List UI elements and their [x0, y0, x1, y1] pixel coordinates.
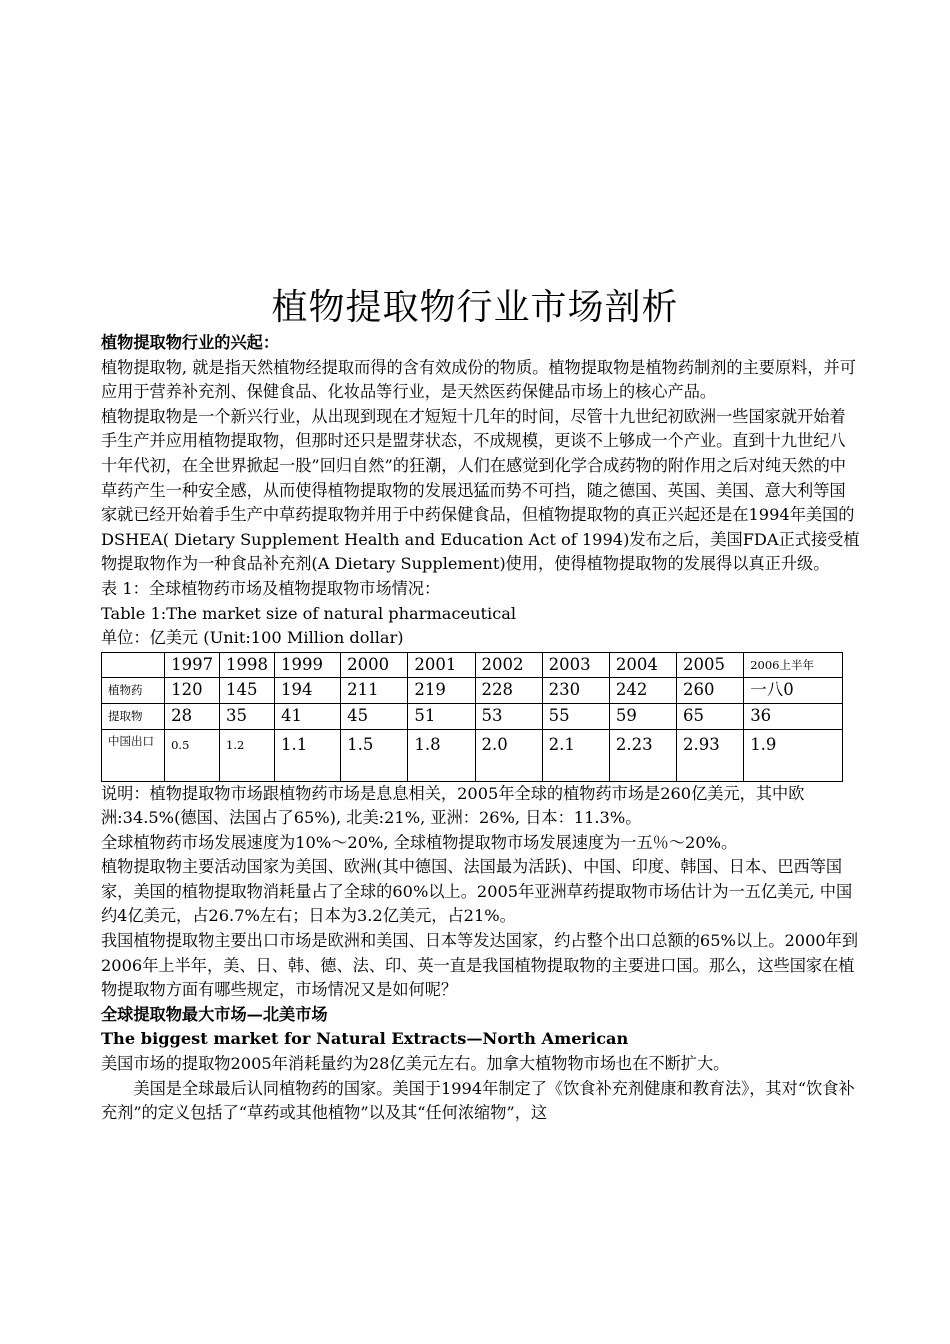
- table-cell: 53: [475, 703, 542, 729]
- paragraph-history: 植物提取物是一个新兴行业，从出现到现在才短短十几年的时间，尽管十九世纪初欧洲一些国家就开始着手生产并应用植物提取物，但那时还只是盟芽状态，不成规模，更谈不上够成一个产业。直到十九世纪八十年代初，在全世界掀起一股”回归自然”的狂潮，人们在感觉到化学合成药物的附作用之后对纯天然的中草药产生一种安全感，从而使得植物提取物的发展迅猛而势不可挡，随之德国、英国、美国、意大利等国家就已经开始着手生产中草药提取物并用于中药保健食品，但植物提取物的真正兴起还是在1994年美国的DSHEA( Dietary Supplement Health and Education Act of 1994)发布之后，美国FDA正式接受植物提取物作为一种食品补充剂(A Dietary Supplement)使用，使得植物提取物的发展得以真正升级。: [101, 406, 860, 574]
- table-header-cell: 1999: [275, 652, 341, 678]
- table-row: [102, 678, 843, 704]
- table-header-cell: 2005: [677, 652, 744, 678]
- table-cell: 51: [408, 703, 475, 729]
- table-header-cell: 2002: [475, 652, 542, 678]
- table-header-row: [102, 652, 843, 678]
- table-row-label: 中国出口: [102, 729, 165, 781]
- table-header-cell: 1997: [165, 652, 220, 678]
- market-table: [101, 652, 843, 782]
- table-cell: 2.0: [475, 729, 542, 781]
- table-cell: 35: [220, 703, 275, 729]
- table-header-cell: 2003: [542, 652, 609, 678]
- table-cell: 2.1: [542, 729, 609, 781]
- paragraph-us-consumption: 美国市场的提取物2005年消耗量约为28亿美元左右。加拿大植物物市场也在不断扩大。: [101, 1054, 730, 1074]
- table-header-cell: 1998: [220, 652, 275, 678]
- table-header-cell: 2000: [341, 652, 408, 678]
- table-cell: 1.8: [408, 729, 475, 781]
- table-cell: 0.5: [165, 729, 220, 781]
- table-row: [102, 729, 843, 781]
- table-header-cell: 2004: [609, 652, 676, 678]
- note-growth-rate: 全球植物药市场发展速度为10%～20%, 全球植物提取物市场发展速度为一五％～20%。: [101, 832, 738, 852]
- table-cell: 1.2: [220, 729, 275, 781]
- table-unit: 单位：亿美元 (Unit:100 Million dollar): [101, 628, 404, 648]
- table-cell: 59: [609, 703, 676, 729]
- table-header-cell: 2001: [408, 652, 475, 678]
- note-export-markets: 我国植物提取物主要出口市场是欧洲和美国、日本等发达国家，约占整个出口总额的65%以上。2000年到2006年上半年，美、日、韩、德、法、印、英一直是我国植物提取物的主要进口国。那么，这些国家在植物提取物方面有哪些规定，市场情况又是如何呢？: [101, 931, 859, 1000]
- table-cell: 260: [677, 678, 744, 704]
- paragraph-us-regulation: 美国是全球最后认同植物药的国家。美国于1994年制定了《饮食补充剂健康和教育法》，其对“饮食补充剂”的定义包括了“草药或其他植物”以及其“任何浓缩物”，这: [101, 1078, 855, 1123]
- table-cell: 145: [220, 678, 275, 704]
- table-row-label: 提取物: [102, 703, 165, 729]
- table-row-label: 植物药: [102, 678, 165, 704]
- section-heading-north-america-cn: 全球提取物最大市场—北美市场: [101, 1004, 328, 1024]
- table-header-cell: [102, 652, 165, 678]
- table-cell: 55: [542, 703, 609, 729]
- note-market-share: 说明：植物提取物市场跟植物药市场是息息相关，2005年全球的植物药市场是260亿美元，其中欧洲:34.5%(德国、法国占了65%), 北美:21%, 亚洲：26%, 日本：11.3%。: [101, 783, 805, 828]
- table-cell: 1.1: [275, 729, 341, 781]
- table-header-cell: 2006上半年: [744, 652, 843, 678]
- table-cell: 228: [475, 678, 542, 704]
- document-body: [101, 331, 861, 1126]
- table-cell: 65: [677, 703, 744, 729]
- table-row: [102, 703, 843, 729]
- page-title: 植物提取物行业市场剖析: [271, 287, 679, 328]
- table-cell: 1.5: [341, 729, 408, 781]
- table-cell: 194: [275, 678, 341, 704]
- table-caption-en: Table 1:The market size of natural pharmaceutical: [101, 603, 517, 623]
- table-cell: 120: [165, 678, 220, 704]
- note-active-countries: 植物提取物主要活动国家为美国、欧洲(其中德国、法国最为活跃)、中国、印度、韩国、日本、巴西等国家，美国的植物提取物消耗量占了全球的60%以上。2005年亚洲草药提取物市场估计为一五亿美元, 中国约4亿美元，占26.7%左右；日本为3.2亿美元，占21%。: [101, 857, 853, 926]
- table-cell: 2.23: [609, 729, 676, 781]
- paragraph-definition: 植物提取物, 就是指天然植物经提取而得的含有效成份的物质。植物提取物是植物药制剂的主要原料，并可应用于营养补充剂、保健食品、化妆品等行业，是天然医药保健品市场上的核心产品。: [101, 357, 856, 402]
- table-caption-cn: 表 1：全球植物药市场及植物提取物市场情况：: [101, 578, 441, 598]
- table-cell: 36: [744, 703, 843, 729]
- table-cell: 242: [609, 678, 676, 704]
- table-cell: 211: [341, 678, 408, 704]
- table-cell: 41: [275, 703, 341, 729]
- table-cell: 219: [408, 678, 475, 704]
- table-cell: 2.93: [677, 729, 744, 781]
- section-heading-north-america-en: The biggest market for Natural Extracts—North American: [101, 1029, 629, 1049]
- table-cell: 45: [341, 703, 408, 729]
- table-cell: 28: [165, 703, 220, 729]
- table-cell: 1.9: [744, 729, 843, 781]
- table-cell: 230: [542, 678, 609, 704]
- table-cell: 一八0: [744, 678, 843, 704]
- section-heading-rise: 植物提取物行业的兴起：: [101, 333, 280, 352]
